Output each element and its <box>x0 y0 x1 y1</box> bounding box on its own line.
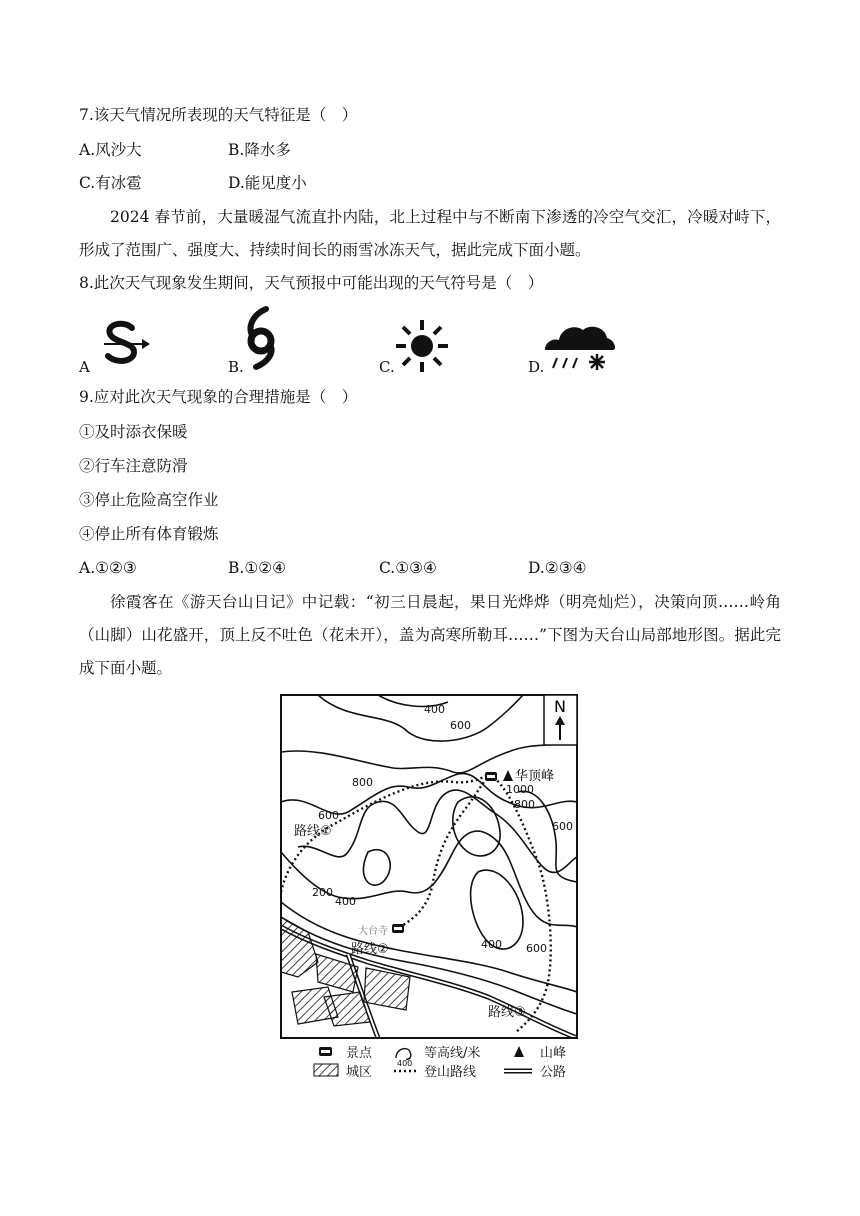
q8-stem: 8.此次天气现象发生期间，天气预报中可能出现的天气符号是（ ） <box>79 274 544 292</box>
legend-urban-icon <box>314 1064 338 1076</box>
peak-label: 华顶峰 <box>515 769 555 784</box>
q9-item-3: ③停止危险高空作业 <box>79 491 219 509</box>
typhoon-symbol-icon <box>240 305 282 373</box>
q8-option-a-label[interactable]: A <box>79 358 90 376</box>
contour-label: 600 <box>552 820 573 833</box>
tiantai-topographic-map <box>278 692 582 1082</box>
q9-item-1: ①及时添衣保暖 <box>79 423 188 441</box>
q9-item-4: ④停止所有体育锻炼 <box>79 525 219 543</box>
q9-option-d[interactable]: D.②③④ <box>528 559 587 577</box>
sleet-symbol-icon <box>543 320 617 372</box>
contour-label: 400 <box>481 938 502 951</box>
spot-label: 大台寺 <box>358 926 388 937</box>
legend-contour-icon <box>396 1049 411 1060</box>
legend-urban: 城区 <box>346 1065 373 1080</box>
contour-label: 400 <box>424 703 445 716</box>
legend-contour-sample: 400 <box>397 1059 413 1068</box>
contour-line <box>318 695 523 741</box>
contour-label: 600 <box>450 719 471 732</box>
route-label-1: 路线① <box>294 824 332 839</box>
north-label: N <box>554 697 566 716</box>
legend-road: 公路 <box>540 1065 567 1080</box>
legend-peak: 山峰 <box>540 1046 567 1061</box>
q7-option-b[interactable]: B.降水多 <box>228 141 291 159</box>
contour-label: 1000 <box>506 783 534 796</box>
contour-label: 800 <box>352 776 373 789</box>
passage-tiantai: 徐霞客在《游天台山日记》中记载：“初三日晨起，果日光烨烨（明亮灿烂），决策向顶……岭角（山脚）山花盛开，顶上反不吐色（花未开），盖为高寒所勒耳……”下图为天台山局部地形图。据此完成下面小题。 <box>79 593 781 677</box>
q7-option-d[interactable]: D.能见度小 <box>228 174 307 192</box>
legend-spot: 景点 <box>346 1046 373 1061</box>
sandstorm-symbol-icon <box>100 318 152 370</box>
contour-label: 400 <box>335 895 356 908</box>
temple-spot-icon <box>392 924 404 933</box>
legend-contour: 等高线/米 <box>424 1046 481 1061</box>
contour-label: 800 <box>514 798 535 811</box>
q9-option-a[interactable]: A.①②③ <box>79 559 137 577</box>
q8-option-c-label[interactable]: C. <box>379 358 395 376</box>
legend-peak-icon <box>514 1046 524 1057</box>
q7-option-c[interactable]: C.有冰雹 <box>79 174 142 192</box>
q9-option-b[interactable]: B.①②④ <box>228 559 287 577</box>
contour-line <box>363 850 390 885</box>
peak-icon <box>503 770 513 781</box>
map-legend <box>314 1045 566 1080</box>
contour-line <box>281 831 577 927</box>
route-label-2: 路线② <box>351 942 389 957</box>
legend-spot-icon <box>319 1047 332 1056</box>
summit-spot-icon <box>485 772 497 781</box>
q7-option-a[interactable]: A.风沙大 <box>79 141 142 159</box>
sunny-symbol-icon <box>394 318 450 374</box>
contour-label: 600 <box>526 942 547 955</box>
q8-option-d-label[interactable]: D. <box>528 358 545 376</box>
contour-label: 200 <box>312 886 333 899</box>
q9-stem: 9.应对此次天气现象的合理措施是（ ） <box>79 388 358 406</box>
route-label-3: 路线③ <box>488 1005 526 1020</box>
q9-item-2: ②行车注意防滑 <box>79 457 188 475</box>
q7-stem: 7.该天气情况所表现的天气特征是（ ） <box>79 106 358 124</box>
legend-route: 登山路线 <box>424 1065 477 1080</box>
contour-label: 600 <box>318 809 339 822</box>
q8-option-b-label[interactable]: B. <box>228 358 244 376</box>
q9-option-c[interactable]: C.①③④ <box>379 559 437 577</box>
passage-weather: 2024 春节前，大量暖湿气流直扑内陆，北上过程中与不断南下渗透的冷空气交汇，冷暖对峙下，形成了范围广、强度大、持续时间长的雨雪冰冻天气，据此完成下面小题。 <box>79 208 781 259</box>
urban-areas <box>281 917 410 1026</box>
contour-line <box>453 797 500 856</box>
